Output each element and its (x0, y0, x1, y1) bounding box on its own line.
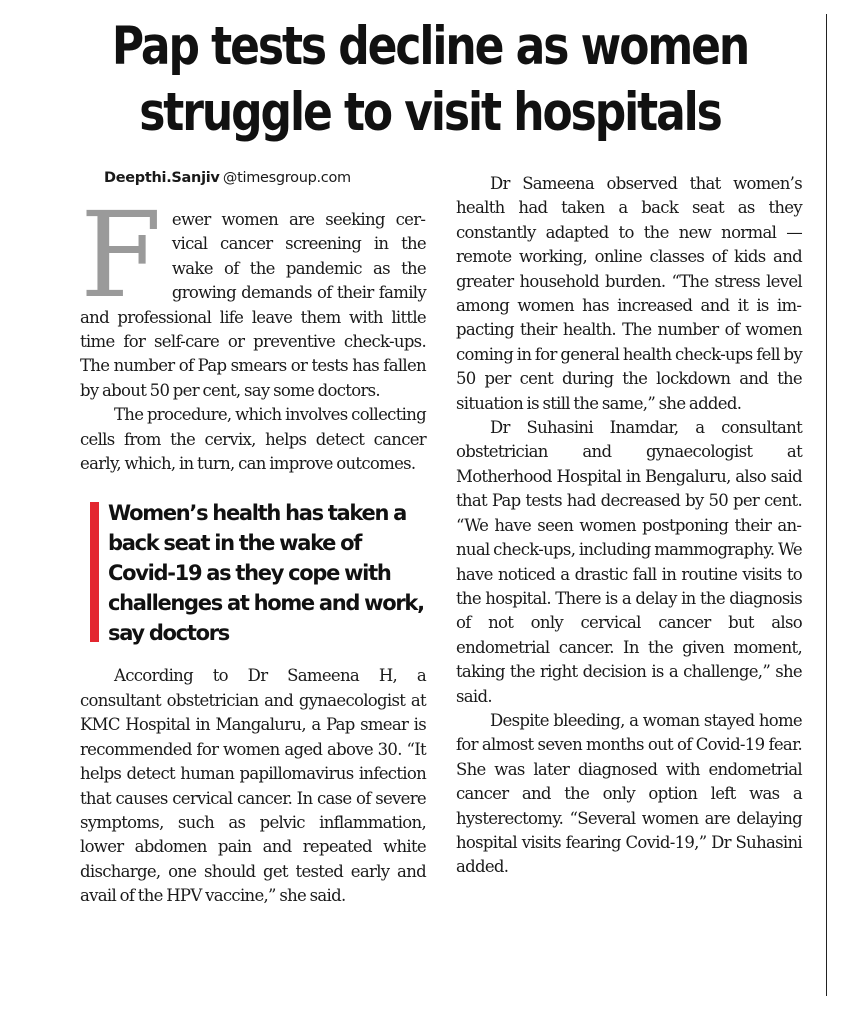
lead-paragraph (80, 186, 426, 403)
lead-paragraph-text: ewer women are seeking cervical cancer screening in the wake of the pandemic as the growing demands of their family and professional life leave them with little time for self-care or preventive check-ups. The number of Pap smears or tests has fallen by about 50 per cent, say some doctors. (80, 210, 426, 400)
headline: Pap tests decline as women struggle to visit hospitals (111, 16, 749, 143)
byline (104, 168, 426, 188)
byline-email: @timesgroup.com (222, 170, 351, 186)
paragraph-suhasini: Dr Suhasini Inamdar, a consultant obstetrician and gynaecologist at Motherhood Hospital in Bengaluru, also said that Pap tests had decreased by 50 per cent. “We have seen women postponing their annual check-ups, including mammography. We have noticed a drastic fall in routine visits to the hospital. There is a delay in the diagnosis of not only cervical cancer but also endometrial cancer. In the given moment, taking the right decision is a challenge,” she said. (456, 418, 802, 706)
paragraph-bleeding: Despite bleeding, a woman stayed home for almost seven months out of Covid-19 fear. She was later diagnosed with endometrial cancer and the only option left was a hysterectomy. “Several women are delaying hospital visits fearing Covid-19,” Dr Suhasini added. (456, 710, 802, 877)
drop-cap: F (80, 186, 162, 324)
article-column-right (456, 172, 802, 880)
byline-author: Deepthi.Sanjiv (104, 170, 220, 186)
paragraph-procedure: The procedure, which involves collecting cells from the cervix, helps detect cancer early, which, in turn, can improve outcomes. (80, 405, 426, 474)
pull-quote-accent-bar (90, 502, 99, 642)
paragraph-sameena: According to Dr Sameena H, a consultant obstetrician and gynaecologist at KMC Hospital in Mangaluru, a Pap smear is recommended for women aged above 30. “It helps detect human papillomavirus infection that causes cervical cancer. In case of severe symptoms, such as pelvic inflammation, lower abdomen pain and repeated white discharge, one should get tested early and avail of the HPV vaccine,” she said. (80, 666, 426, 906)
column-rule (826, 14, 827, 996)
article-column-left (80, 168, 426, 909)
pull-quote (80, 498, 426, 648)
paragraph-observed: Dr Sameena observed that women’s health had taken a back seat as they constantly adapted to the new normal — remote working, online classes of kids and greater household burden. “The stress level among women has increased and it is impacting their health. The number of women coming in for general health check-ups fell by 50 per cent during the lockdown and the situation is still the same,” she added. (456, 174, 802, 413)
pull-quote-text: Women’s health has taken a back seat in the wake of Covid-19 as they cope with challenges at home and work, say doctors (108, 501, 424, 646)
